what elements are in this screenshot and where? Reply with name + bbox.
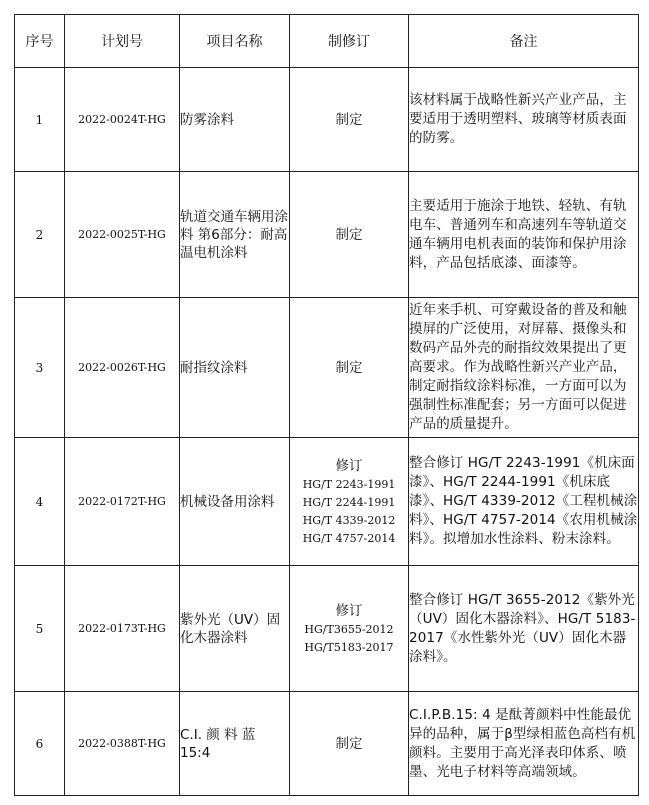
row-number: 1	[15, 68, 65, 172]
row-number: 5	[15, 566, 65, 692]
header-plan-number: 计划号	[65, 15, 180, 68]
remarks: 该材料属于战略性新兴产业产品，主要适用于透明塑料、玻璃等材质表面的防雾。	[409, 68, 639, 172]
revision-keyword: 制定	[335, 226, 363, 243]
remarks: 近年来手机、可穿戴设备的普及和触摸屏的广泛使用，对屏幕、摄像头和数码产品外壳的耐指纹效果提出了更高要求。作为战略性新兴产业产品，制定耐指纹涂料标准，一方面可以为强制性标准配套；另一方面可以促进产品的质量提升。	[409, 298, 639, 438]
header-row	[15, 15, 639, 68]
revision-type	[290, 298, 409, 438]
row-number: 4	[15, 438, 65, 566]
revised-standard: HG/T 2243-1991	[302, 477, 396, 491]
header-serial-number: 序号	[15, 15, 65, 68]
plan-number: 2022-0172T-HG	[65, 438, 180, 566]
project-name: 紫外光（UV）固化木器涂料	[180, 566, 290, 692]
revision-keyword: 修订	[335, 602, 363, 619]
revision-keyword: 制定	[335, 359, 363, 376]
revision-keyword: 制定	[335, 111, 363, 128]
table-row	[15, 566, 639, 692]
table-row	[15, 68, 639, 172]
revision-keyword: 制定	[335, 735, 363, 752]
revised-standard: HG/T 4339-2012	[302, 513, 396, 527]
revision-type	[290, 172, 409, 298]
revision-keyword: 修订	[335, 457, 363, 474]
plan-number: 2022-0173T-HG	[65, 566, 180, 692]
revised-standard: HG/T5183-2017	[304, 640, 394, 654]
revision-type	[290, 566, 409, 692]
header-project-name: 项目名称	[180, 15, 290, 68]
revised-standard: HG/T 2244-1991	[302, 495, 396, 509]
remarks: 主要适用于施涂于地铁、轻轨、有轨电车、普通列车和高速列车等轨道交通车辆用电机表面的装饰和保护用涂料，产品包括底漆、面漆等。	[409, 172, 639, 298]
revision-type	[290, 692, 409, 796]
header-revision-type: 制修订	[290, 15, 409, 68]
plan-number: 2022-0024T-HG	[65, 68, 180, 172]
plan-number: 2022-0026T-HG	[65, 298, 180, 438]
row-number: 6	[15, 692, 65, 796]
project-name: 防雾涂料	[180, 68, 290, 172]
header-remarks: 备注	[409, 15, 639, 68]
table-row	[15, 172, 639, 298]
revision-type	[290, 68, 409, 172]
standards-plan-table	[14, 14, 639, 796]
table-row	[15, 438, 639, 566]
project-name: 机械设备用涂料	[180, 438, 290, 566]
plan-number: 2022-0025T-HG	[65, 172, 180, 298]
table-row	[15, 692, 639, 796]
remarks: 整合修订 HG/T 2243-1991《机床面漆》、HG/T 2244-1991《机床底漆》、HG/T 4339-2012《工程机械涂料》、HG/T 4757-2014《农用机械涂料》。拟增加水性涂料、粉末涂料。	[409, 438, 639, 566]
remarks: 整合修订 HG/T 3655-2012《紫外光（UV）固化木器涂料》、HG/T 5183-2017《水性紫外光（UV）固化木器涂料》。	[409, 566, 639, 692]
project-name: C.I. 颜 料 蓝 15:4	[180, 692, 290, 796]
plan-number: 2022-0388T-HG	[65, 692, 180, 796]
revision-type	[290, 438, 409, 566]
revised-standard: HG/T3655-2012	[304, 622, 394, 636]
table-row	[15, 298, 639, 438]
revised-standard: HG/T 4757-2014	[302, 531, 396, 545]
project-name: 耐指纹涂料	[180, 298, 290, 438]
project-name: 轨道交通车辆用涂料 第6部分：耐高温电机涂料	[180, 172, 290, 298]
row-number: 3	[15, 298, 65, 438]
remarks: C.I.P.B.15: 4 是酞菁颜料中性能最优异的品种，属于β型绿相蓝色高档有机颜料。主要用于高光泽表印体系、喷墨、光电子材料等高端领域。	[409, 692, 639, 796]
row-number: 2	[15, 172, 65, 298]
